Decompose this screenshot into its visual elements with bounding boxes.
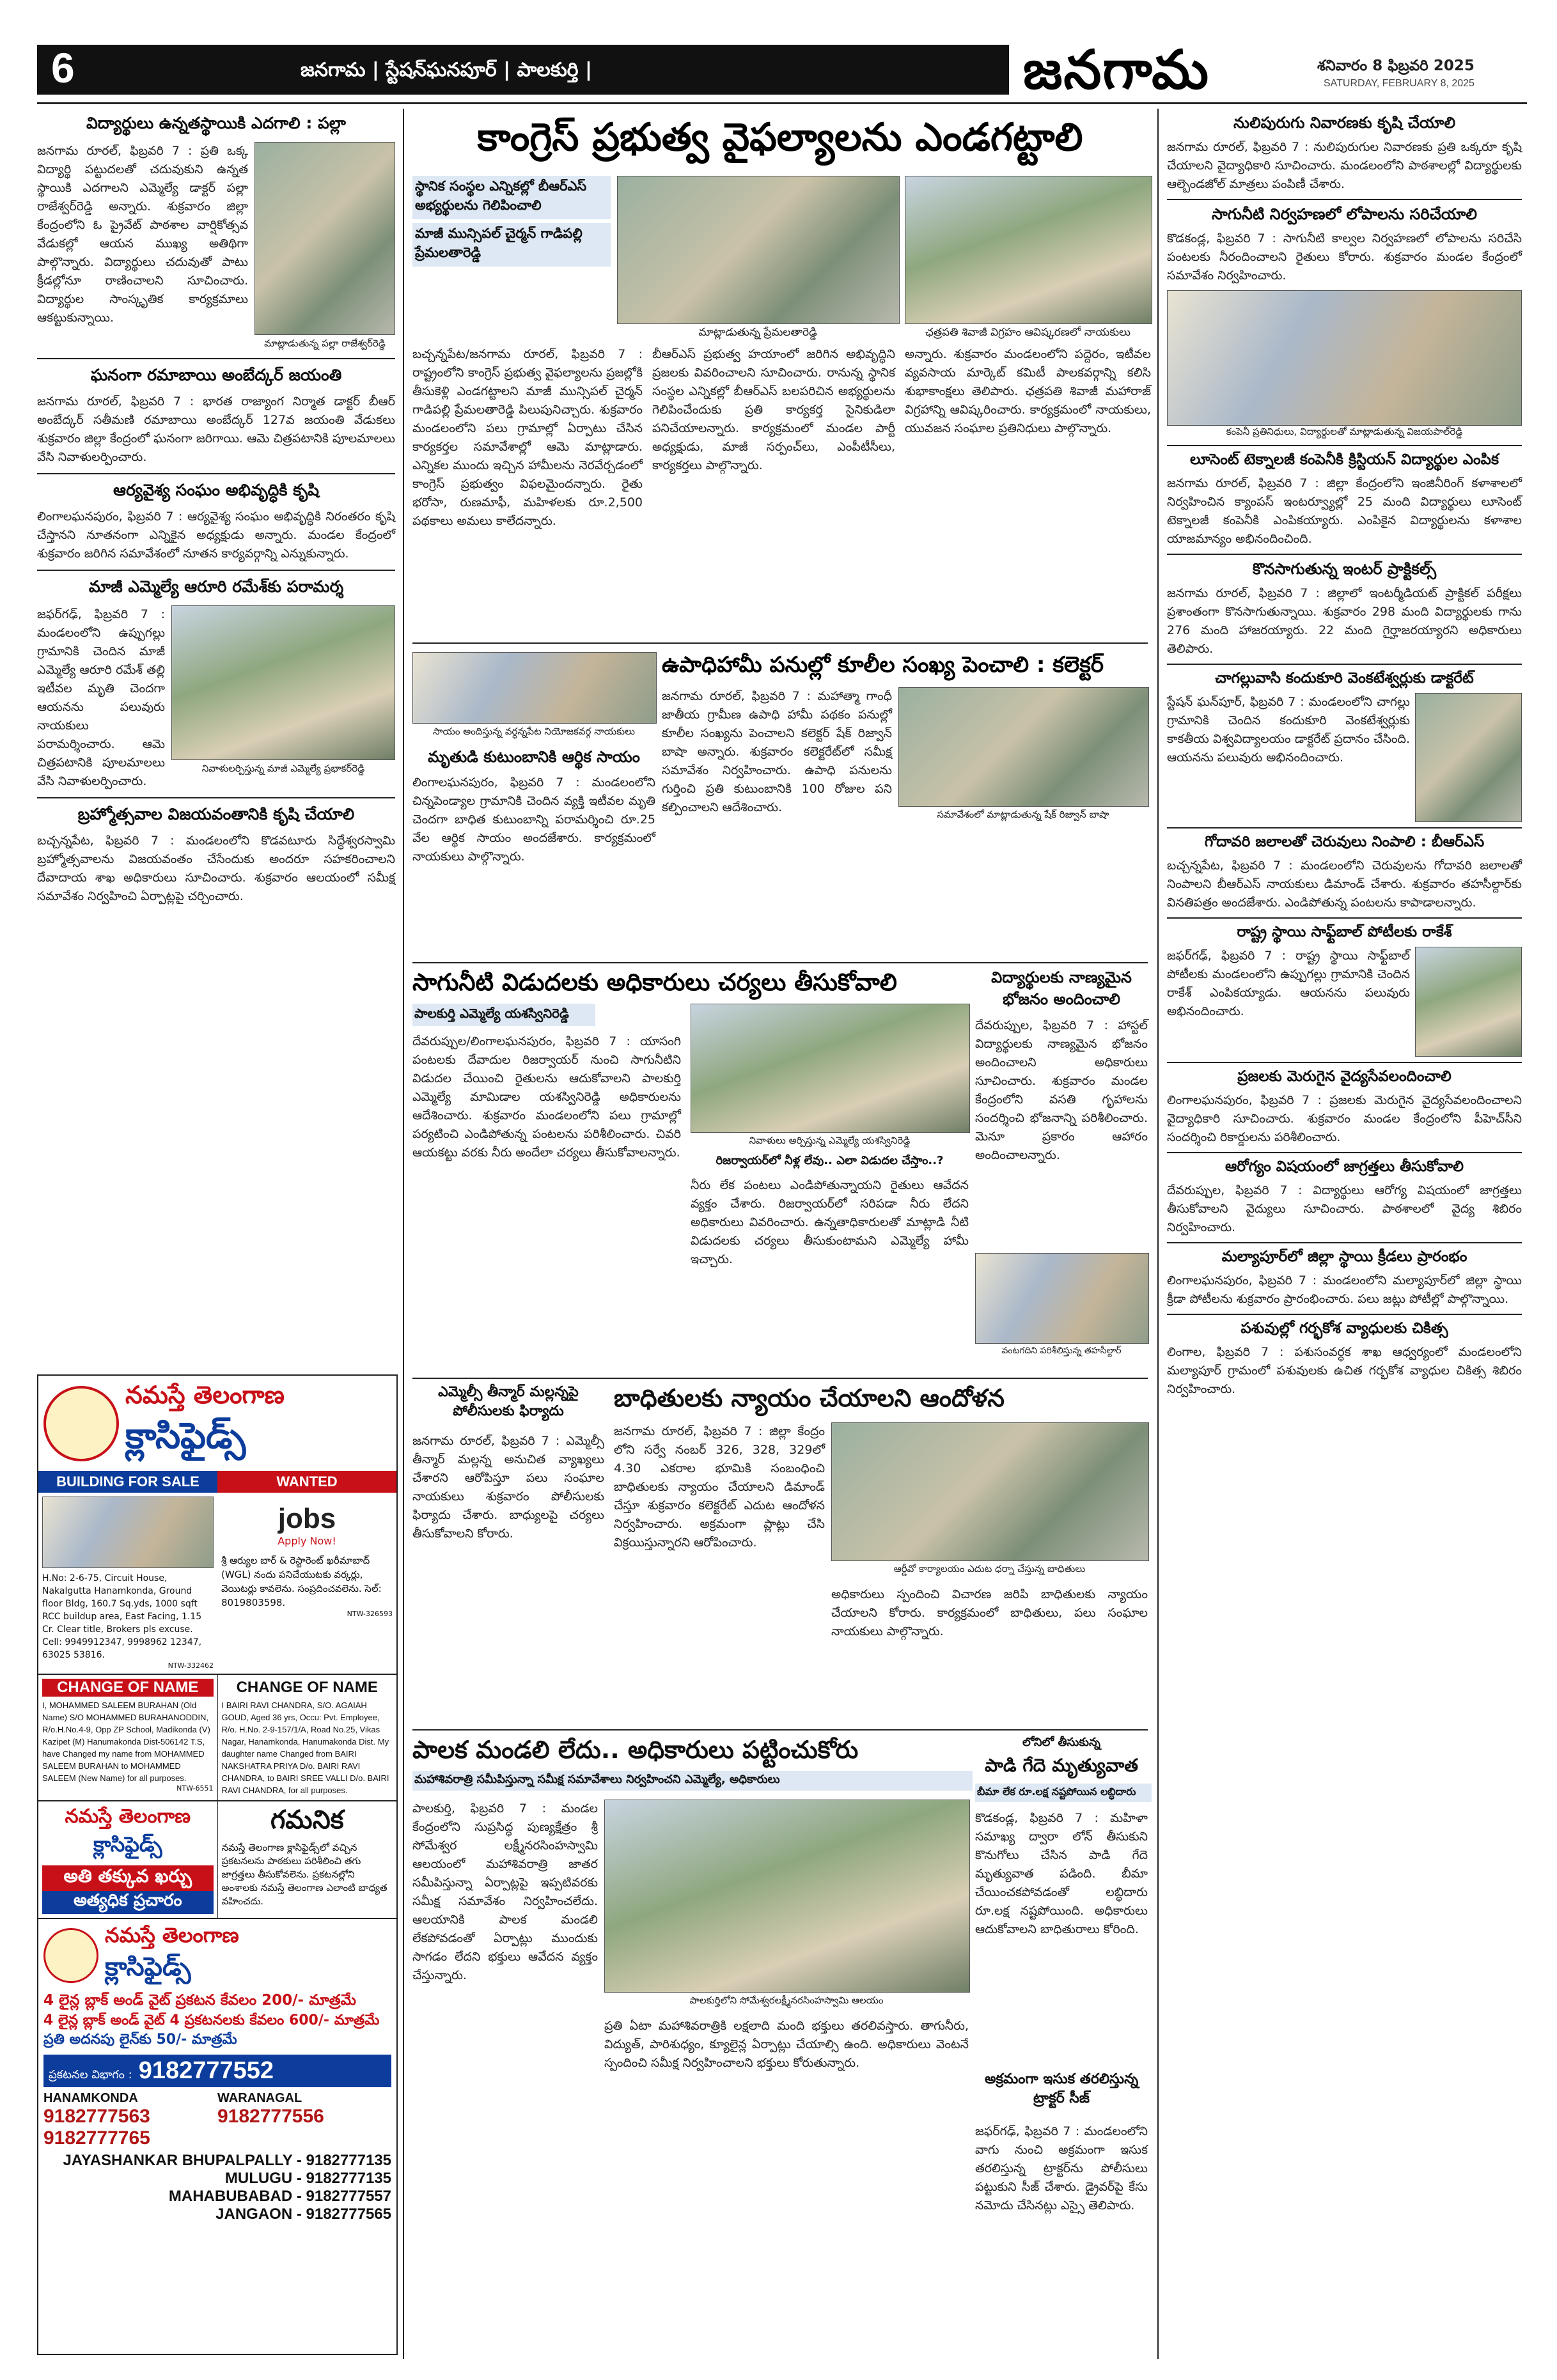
tag-label: లోనిలో తీసుకున్న bbox=[1022, 1736, 1101, 1749]
ad-code: NTW-326593 bbox=[347, 1610, 393, 1618]
article-body: దేవరుప్పుల/లింగాలఘనపురం, ఫిబ్రవరి 7 : యాసంగి పంటలకు దేవాదుల రిజర్వాయర్ నుంచి సాగునీటిని విడుదల చేయించి రైతులను ఆదుకోవాలని పాలకుర్తి ఎమ్మెల్యే మామిడాల యశస్వినిరెడ్డి అధికారులను ఆదేశించారు. శుక్రవారం మండలంలోని పలు గ్రామాల్లో పర్యటించి ఎండిపోతున్న పంటలను పరిశీలించారు. చివరి ఆయకట్టు వరకు నీరు అందేలా చర్యలు తీసుకోవాలన్నారు. bbox=[412, 1034, 681, 1160]
headline: ఉపాధిహామీ పనుల్లో కూలీల సంఖ్య పెంచాలి : కలెక్టర్ bbox=[662, 652, 1104, 678]
classifieds-title: క్లాసిఫైడ్స్ bbox=[125, 1415, 246, 1457]
date-telugu: శనివారం 8 ఫిబ్రవరి 2025 bbox=[1317, 58, 1475, 74]
article-body: జనగామ రూరల్, ఫిబ్రవరి 7 : మహాత్మా గాంధీ జాతీయ గ్రామీణ ఉపాధి హామీ పథకం పనుల్లో కూలీల సంఖ్యను పెంచాలని కలెక్టర్ షేక్ రిజ్వాన్ బాషా అన్నారు. శుక్రవారం కలెక్టరేట్‌లో సమీక్ష సమావేశం నిర్వహించారు. ఉపాధి పనులను గుర్తించి ప్రతి కుటుంబానికి 100 రోజుల పని కల్పించాలని ఆదేశించారు. bbox=[662, 689, 892, 814]
ad-code: NTW-332462 bbox=[168, 1661, 214, 1670]
headline: ఆరోగ్యం విషయంలో జాగ్రత్తలు తీసుకోవాలి bbox=[1224, 1158, 1464, 1175]
article-body: లింగాలఘనపురం, ఫిబ్రవరి 7 : మండలంలోని మల్యాపూర్‌లో జిల్లా స్థాయి క్రీడా పోటీలను శుక్రవారం ప్రారంభించారు. పలు జట్లు పోటీల్లో పాల్గొన్నాయి. bbox=[1167, 1273, 1522, 1306]
headline: ఎమ్మెల్సీ తీన్మార్ మల్లన్నపై పోలీసులకు ఫిర్యాదు bbox=[438, 1384, 579, 1419]
article-body: జనగామ రూరల్, ఫిబ్రవరి 7 : ఎమ్మెల్సీ తీన్మార్ మల్లన్న అనుచిత వ్యాఖ్యలు చేశారని ఆరోపిస్తూ పలు సంఘాల నాయకులు శుక్రవారం పోలీసులకు ఫిర్యాదు చేశారు. బాధ్యులపై చర్యలు తీసుకోవాలని కోరారు. bbox=[412, 1434, 604, 1541]
article-body: జనగామ రూరల్, ఫిబ్రవరి 7 : ప్రతి ఒక్క విద్యార్థి పట్టుదలతో చదువుకుని ఉన్నత స్థాయికి ఎదగాలని ఎమ్మెల్యే డాక్టర్ పల్లా రాజేశ్వర్‌రెడ్డి అన్నారు. శుక్రవారం జిల్లా కేంద్రంలోని ఓ ప్రైవేట్ పాఠశాల వార్షికోత్సవ వేడుకల్లో ఆయన ముఖ్య అతిథిగా పాల్గొన్నారు. విద్యార్థులు చదువుతో పాటు క్రీడల్లోనూ రాణించాలని సూచించారు. విద్యార్థుల సాంస్కృతిక కార్యక్రమాలు ఆకట్టుకున్నాయి. bbox=[37, 144, 248, 325]
section-rule bbox=[412, 962, 1148, 963]
news-photo bbox=[412, 652, 657, 724]
headline: మృతుడి కుటుంబానికి ఆర్థిక సాయం bbox=[428, 748, 640, 766]
headline: బాధితులకు న్యాయం చేయాలని ఆందోళన bbox=[614, 1384, 1005, 1412]
change-of-name-title: CHANGE OF NAME bbox=[236, 1679, 378, 1696]
article-body: అధికారులు స్పందించి విచారణ జరిపి బాధితులకు న్యాయం చేయాలని కోరారు. కార్యక్రమంలో బాధితులు, పలు సంఘాల నాయకులు పాల్గొన్నారు. bbox=[831, 1587, 1148, 1638]
photo-caption: మాట్లాడుతున్న ప్రేమలతారెడ్డి bbox=[698, 326, 817, 339]
subhead: బీమా లేక రూ.లక్ష నష్టపోయిన లబ్ధిదారు bbox=[975, 1784, 1152, 1802]
rate-line: 4 లైన్ల బ్లాక్ అండ్ వైట్ 4 ప్రకటనలకు కేవలం 600/- మాత్రమే bbox=[43, 2012, 380, 2028]
building-photo bbox=[42, 1497, 214, 1568]
change-of-name-text: I, MOHAMMED SALEEM BURAHAN (Old Name) S/O MOHAMMED BURAHANODDIN, R/o.H.No.4-9, Opp ZP School, Madikonda (V) Kazipet (M) Hanumakonda Dist-506142 T.S, have Changed my name from MOHAMMED SALEEM BURAHAN to MOHAMMED SALEEM (New Name) for all purposes. bbox=[42, 1700, 210, 1783]
headline: మల్యాపూర్‌లో జిల్లా స్థాయి క్రీడలు ప్రారంభం bbox=[1221, 1248, 1467, 1265]
classifieds-block: నమస్తే తెలంగాణ క్లాసిఫైడ్స్ BUILDING FOR SALE WANTED H.No: 2-6-75, Circuit House, Nakalgutta Hanamkonda, Ground floor Bldg, 160.7 Sq.yds, 1000 sqft RCC buildup area, East Facing, 1.15 Cr. Clear title, Brokers pls excuse. Cell: 9949912347, 9998962 12347, 63025 53816. NTW-332462 jobs Apply Now! శ్రీ ఆర్యుల బార్ & రెస్టారెంట్ ఖరీమాబాద్ (WGL) నందు పనిచేయుటకు వర్కర్లు, వెయిటర్లు కావలెను. సంప్రదించవలెను. సెల్: 8019803598. NTW-326593 CHANGE OF NAME I, MOHAMMED SALEEM BURAHAN (Old Name) S/O MOHAMMED BURAHANODDIN, R/o.H.No.4-9, Opp ZP School, Madikonda (V) Kazipet (M) Hanumakonda Dist-506142 T.S, have Changed my name from MOHAMMED SALEEM BURAHAN to MOHAMMED SALEEM (New Name) for all purposes. NTW-6551 CHANGE OF NAME I BAIRI RAVI CHANDRA, S/O. AGAIAH GOUD, Aged 36 yrs, Occu: Pvt. Employee, R/o. H.No. 2-9-157/1/A, Road No.25, Vikas Nagar, Hanamkonda, Hanumakonda Dist. My daughter name Changed from BAIRI NAKSHATRA PRIYA D/o. BAIRI RAVI CHANDRA, to BAIRI SREE VALLI D/o. BAIRI RAVI CHANDRA, for all purposes. నమస్తే తెలంగాణ క్లాసిఫైడ్స్ అతి తక్కువ ఖర్చు అత్యధిక ప్రచారం గమనిక నమస్తే తెలంగాణ క్లాసిఫైడ్స్‌లో వచ్చిన ప్రకటనలను పాఠకులు పరిశీలించి తగు జాగ్రత్తలు తీసుకోవలెను. ప్రకటనల్లోని అంశాలకు నమస్తే తెలంగాణ ఎలాంటి బాధ్యత వహించదు. నమస్తే తెలంగాణ క్లాసిఫైడ్స్ 4 లైన్ల బ్లాక్ అండ్ వైట్ ప్రకటన కేవలం 200/- మాత్రమే 4 లైన్ల బ్లాక్ అండ్ వైట్ 4 ప్రకటనలకు కేవలం 600/- మాత్రమే ప్రతి అదనపు లైన్‌కు 50/- మాత్రమే ప్రకటనల విభాగం : 9182777552 HANAMKONDA 9182777563 9182777765 WARANAGAL 9182777556 JAYASHANKAR BHUPALPALLY - 9182777135 MULUGU - 9182777135 MAHABUBABAD - 9182777557 JANGAON - 9182777565 bbox=[37, 1374, 398, 2355]
classifieds-logo bbox=[43, 1928, 98, 1983]
article-body: బచ్చన్నపేట, ఫిబ్రవరి 7 : మండలంలోని కొడవటూరు సిద్ధేశ్వరస్వామి బ్రహ్మోత్సవాలను విజయవంతం చేసేందుకు అందరూ సహకరించాలని దేవాదాయ శాఖ అధికారులు సూచించారు. శుక్రవారం ఆలయంలో సమీక్ష సమావేశం నిర్వహించి ఏర్పాట్లపై చర్చించారు. bbox=[37, 834, 395, 903]
news-photo bbox=[1167, 290, 1522, 426]
masthead-rule bbox=[37, 102, 1527, 104]
lead-headline: కాంగ్రెస్ ప్రభుత్వ వైఫల్యాలను ఎండగట్టాలి bbox=[477, 115, 1083, 160]
photo-caption: సాయం అందిస్తున్న వర్ధన్నపేట నియోజకవర్గ నాయకులు bbox=[433, 726, 635, 737]
lead-bullets bbox=[412, 176, 611, 267]
bullet: మాజీ మున్సిపల్ చైర్మన్ గాడిపల్లి ప్రేమలతారెడ్డి bbox=[412, 223, 611, 267]
article-body: పాలకుర్తి, ఫిబ్రవరి 7 : మండల కేంద్రంలోని సుప్రసిద్ధ పుణ్యక్షేత్రం శ్రీ సోమేశ్వర లక్ష్మీనరసింహస్వామి ఆలయంలో మహాశివరాత్రి జాతర సమీపిస్తున్నా ఏర్పాట్లపై ఇప్పటివరకు సమీక్ష సమావేశం నిర్వహించలేదు. ఆలయానికి పాలక మండలి లేకపోవడంతో ఏర్పాట్లు ముందుకు సాగడం లేదని భక్తులు ఆవేదన వ్యక్తం చేస్తున్నారు. bbox=[412, 1801, 598, 1982]
article-body: లింగాలఘనపురం, ఫిబ్రవరి 7 : ప్రజలకు మెరుగైన వైద్యసేవలందించాలని వైద్యాధికారి సూచించారు. శుక్రవారం మండల కేంద్రంలోని పీహెచ్‌సీని సందర్శించి రికార్డులను పరిశీలించారు. bbox=[1167, 1093, 1522, 1144]
news-photo bbox=[171, 605, 395, 760]
article-body: జనగామ రూరల్, ఫిబ్రవరి 7 : జిల్లా కేంద్రం లోని సర్వే నంబర్ 326, 328, 329లో 4.30 ఎకరాల భూమికి సంబంధించి బాధితులకు న్యాయం చేయాలని డిమాండ్ చేస్తూ శుక్రవారం కలెక్టరేట్ ఎదుట ఆందోళన నిర్వహించారు. అక్రమంగా ప్లాట్లు చేసి విక్రయిస్తున్నారని ఆరోపించారు. bbox=[614, 1424, 825, 1550]
article-body: లింగాలఘనపురం, ఫిబ్రవరి 7 : మండలంలోని చిన్నపెండ్యాల గ్రామానికి చెందిన వ్యక్తి ఇటీవల మృతి చెందగా బాధిత కుటుంబాన్ని పరామర్శించి రూ.25 వేల ఆర్థిక సాయం అందజేశారు. కార్యక్రమంలో నాయకులు పాల్గొన్నారు. bbox=[412, 775, 655, 864]
section-rule bbox=[412, 1378, 1148, 1379]
col-divider bbox=[403, 109, 404, 2359]
change-of-name-title: CHANGE OF NAME bbox=[42, 1679, 214, 1697]
article-body: జఫర్‌గఢ్, ఫిబ్రవరి 7 : మండలంలోని ఉప్పుగల్లు గ్రామానికి చెందిన మాజీ ఎమ్మెల్యే ఆరూరి రమేశ్ తల్లి ఇటీవల మృతి చెందగా ఆయనను పలువురు నాయకులు పరామర్శించారు. ఆమె చిత్రపటానికి పూలమాలలు వేసి నివాళులర్పించారు. bbox=[37, 607, 165, 788]
photo-caption: సమావేశంలో మాట్లాడుతున్న షేక్ రిజ్వాన్ బాషా bbox=[937, 809, 1109, 820]
contact-phone: 9182777552 bbox=[138, 2057, 274, 2084]
change-of-name-text: I BAIRI RAVI CHANDRA, S/O. AGAIAH GOUD, Aged 36 yrs, Occu: Pvt. Employee, R/o. H.No. 2-9-157/1/A, Road No.25, Vikas Nagar, Hanamkonda, Hanumakonda Dist. My daughter name Changed from BAIRI NAKSHATRA PRIYA D/o. BAIRI RAVI CHANDRA, to BAIRI SREE VALLI D/o. BAIRI RAVI CHANDRA, for all purposes. bbox=[221, 1700, 389, 1795]
article-body: జఫర్‌గఢ్, ఫిబ్రవరి 7 : రాష్ట్ర స్థాయి సాఫ్ట్‌బాల్ పోటీలకు మండలంలోని ఉప్పుగల్లు గ్రామానికి చెందిన రాకేశ్ ఎంపికయ్యాడు. ఆయనను పలువురు అభినందించారు. bbox=[1167, 949, 1410, 1018]
col-divider bbox=[1157, 109, 1159, 2359]
tag-label: పాలకుర్తి ఎమ్మెల్యే యశస్వినిరెడ్డి bbox=[412, 1004, 595, 1026]
article-body: జనగామ రూరల్, ఫిబ్రవరి 7 : నులిపురుగుల నివారణకు ప్రతి ఒక్కరూ కృషి చేయాలని వైద్యాధికారి సూచించారు. మండలంలోని పాఠశాలల్లో విద్యార్థులకు ఆల్బెండజోల్ మాత్రలు పంపిణీ చేశారు. bbox=[1167, 140, 1522, 191]
news-photo bbox=[617, 176, 900, 324]
sale-text: H.No: 2-6-75, Circuit House, Nakalgutta Hanamkonda, Ground floor Bldg, 160.7 Sq.yds, 1000 sqft RCC buildup area, East Facing, 1.15 Cr. Clear title, Brokers pls excuse. Cell: 9949912347, 9998962 12347, 63025 53816. bbox=[42, 1573, 202, 1660]
tag-label: మహాశివరాత్రి సమీపిస్తున్నా సమీక్ష సమావేశాలు నిర్వహించని ఎమ్మెల్యే, అధికారులు bbox=[412, 1771, 973, 1791]
section-rule bbox=[412, 1729, 1148, 1731]
headline: మాజీ ఎమ్మెల్యే ఆరూరి రమేశ్‌కు పరామర్శ bbox=[88, 577, 344, 596]
photo-caption: పాలకుర్తిలోని సోమేశ్వరలక్ష్మీనరసింహస్వామి ఆలయం bbox=[689, 1995, 884, 2006]
date-english: SATURDAY, FEBRUARY 8, 2025 bbox=[1324, 78, 1475, 89]
article-body: కొడకండ్ల, ఫిబ్రవరి 7 : మహిళా సమాఖ్య ద్వారా లోన్ తీసుకుని కొనుగోలు చేసిన పాడి గేదె మృత్యువాత పడింది. బీమా చేయించకపోవడంతో లబ్ధిదారు రూ.లక్ష నష్టపోయింది. అధికారులు ఆదుకోవాలని బాధితురాలు కోరింది. bbox=[975, 1811, 1148, 1936]
headline: రాష్ట్ర స్థాయి సాఫ్ట్‌బాల్ పోటీలకు రాకేశ్ bbox=[1237, 924, 1452, 940]
portrait-photo bbox=[1415, 693, 1522, 822]
headline: సాగునీటి నిర్వహణలో లోపాలను సరిచేయాలి bbox=[1211, 205, 1478, 223]
photo-caption: కంపెనీ ప్రతినిధులు, విద్యార్థులతో మాట్లాడుతున్న విజయపాల్‌రెడ్డి bbox=[1226, 426, 1463, 437]
article-body: బచ్చన్నపేట/జనగామ రూరల్, ఫిబ్రవరి 7 : రాష్ట్రంలోని కాంగ్రెస్ ప్రభుత్వ వైఫల్యాలను ప్రజల్లోకి తీసుకెళ్లి ఎండగట్టాలని మాజీ మున్సిపల్ చైర్మన్ గాడిపల్లి ప్రేమలతారెడ్డి పిలుపునిచ్చారు. శుక్రవారం మండలంలోని పలు గ్రామాల్లో ఏర్పాటు చేసిన కార్యకర్తల సమావేశాల్లో ఆమె మాట్లాడారు. ఎన్నికల ముందు ఇచ్చిన హామీలను నెరవేర్చడంలో కాంగ్రెస్ ప్రభుత్వం విఫలమైందన్నారు. రైతు భరోసా, రుణమాఫీ, మహిళలకు రూ.2,500 పథకాలు అమలు కాలేదన్నారు. bbox=[412, 347, 643, 528]
wanted-label: WANTED bbox=[217, 1471, 396, 1493]
bullet: స్థానిక సంస్థల ఎన్నికల్లో బీఆర్‌ఎస్ అభ్యర్థులను గెలిపించాలి bbox=[412, 176, 611, 219]
headline: పశువుల్లో గర్భకోశ వ్యాధులకు చికిత్స bbox=[1240, 1320, 1448, 1337]
headline: కొనసాగుతున్న ఇంటర్ ప్రాక్టికల్స్ bbox=[1252, 560, 1437, 578]
article-body: అన్నారు. శుక్రవారం మండలంలోని పద్దెరం, ఇటీవల వ్యవసాయ మార్కెట్ కమిటీ పాలకవర్గాన్ని కలిసి శుభాకాంక్షలు తెలిపారు. ఛత్రపతి శివాజీ మహారాజ్ విగ్రహాన్ని ఆవిష్కరించారు. కార్యక్రమంలో నాయకులు, యువజన సంఘాల ప్రతినిధులు పాల్గొన్నారు. bbox=[905, 347, 1151, 435]
sale-label: BUILDING FOR SALE bbox=[38, 1471, 217, 1493]
wanted-text: శ్రీ ఆర్యుల బార్ & రెస్టారెంట్ ఖరీమాబాద్ (WGL) నందు పనిచేయుటకు వర్కర్లు, వెయిటర్లు కావలెను. సంప్రదించవలెను. సెల్: 8019803598. bbox=[221, 1555, 382, 1608]
news-photo bbox=[831, 1422, 1149, 1561]
masthead-title: జనగామ bbox=[1023, 38, 1210, 101]
section-rule bbox=[412, 642, 1148, 644]
column-right bbox=[1167, 114, 1522, 1399]
headline: విద్యార్థులకు నాణ్యమైన భోజనం అందించాలి bbox=[991, 968, 1132, 1008]
rate-line: 4 లైన్ల బ్లాక్ అండ్ వైట్ ప్రకటన కేవలం 200/- మాత్రమే bbox=[43, 1992, 357, 2009]
article-body: ప్రతి ఏటా మహాశివరాత్రికి లక్షలాది మంది భక్తులు తరలివస్తారు. తాగునీరు, విద్యుత్, పారిశుధ్యం, క్యూలైన్ల ఏర్పాట్లు చేయాల్సి ఉంది. అధికారులు వెంటనే స్పందించి సమీక్ష నిర్వహించాలని భక్తులు కోరుతున్నారు. bbox=[604, 2019, 969, 2070]
photo-caption: ఛత్రపతి శివాజీ విగ్రహం ఆవిష్కరణలో నాయకులు bbox=[925, 326, 1131, 339]
page-number: 6 bbox=[51, 44, 75, 91]
classifieds-brand: నమస్తే తెలంగాణ bbox=[125, 1381, 285, 1409]
article-body: లింగాల, ఫిబ్రవరి 7 : పశుసంవర్ధక శాఖ ఆధ్వర్యంలో మండలంలోని మల్యాపూర్ గ్రామంలో పశువులకు ఉచిత గర్భకోశ వ్యాధుల చికిత్స శిబిరం నిర్వహించారు. bbox=[1167, 1345, 1522, 1396]
notice-title: గమనిక bbox=[270, 1805, 344, 1835]
column-left bbox=[37, 114, 395, 906]
photo-caption: నివాళులు అర్పిస్తున్న ఎమ్మెల్యే యశస్వినిరెడ్డి bbox=[749, 1135, 911, 1146]
classifieds-logo bbox=[43, 1386, 119, 1461]
headline: పాలక మండలి లేదు.. అధికారులు పట్టించుకోరు bbox=[412, 1736, 859, 1764]
headline: బ్రహ్మోత్సవాల విజయవంతానికి కృషి చేయాలి bbox=[77, 805, 355, 823]
headline: ఘనంగా రమాబాయి అంబేద్కర్ జయంతి bbox=[90, 366, 342, 384]
article-body: కొడకండ్ల, ఫిబ్రవరి 7 : సాగునీటి కాల్వల నిర్వహణలో లోపాలను సరిచేసి పంటలకు నీరందించాలని రైతులు కోరారు. శుక్రవారం మండల కేంద్రంలో సమావేశం నిర్వహించారు. bbox=[1167, 231, 1522, 283]
news-photo bbox=[975, 1253, 1149, 1344]
jobs-graphic: jobs Apply Now! bbox=[278, 1503, 336, 1547]
headline: గోదావరి జలాలతో చెరువులు నింపాలి : బీఆర్‌ఎస్ bbox=[1204, 834, 1485, 850]
headline: పాడి గేదె మృత్యువాత bbox=[984, 1755, 1139, 1776]
headline: చాగల్లువాసి కందుకూరి వెంకటేశ్వర్లుకు డాక్టరేట్ bbox=[1215, 670, 1474, 687]
portrait-photo bbox=[1415, 947, 1522, 1057]
headline: నులిపురుగు నివారణకు కృషి చేయాలి bbox=[1233, 114, 1456, 132]
article-body: దేవరుప్పుల, ఫిబ్రవరి 7 : హాస్టల్ విద్యార్థులకు నాణ్యమైన భోజనం అందించాలని అధికారులు సూచించారు. శుక్రవారం మండల కేంద్రంలోని వసతి గృహాలను సందర్శించి భోజనాన్ని పరిశీలించారు. మెనూ ప్రకారం ఆహారం అందించాలన్నారు. bbox=[975, 1018, 1148, 1162]
article-body: స్టేషన్ ఘన్‌పూర్, ఫిబ్రవరి 7 : మండలంలోని చాగల్లు గ్రామానికి చెందిన కందుకూరి వెంకటేశ్వర్లుకు కాకతీయ విశ్వవిద్యాలయం డాక్టరేట్ ప్రదానం చేసింది. ఆయనను పలువురు అభినందించారు. bbox=[1167, 695, 1410, 765]
news-photo bbox=[254, 142, 395, 335]
photo-caption: నివాళులర్పిస్తున్న మాజీ ఎమ్మెల్యే ప్రభాకర్‌రెడ్డి bbox=[201, 763, 365, 774]
rate-line: ప్రతి అదనపు లైన్‌కు 50/- మాత్రమే bbox=[43, 2032, 237, 2048]
photo-caption: మాట్లాడుతున్న పల్లా రాజేశ్వర్‌రెడ్డి bbox=[264, 338, 386, 349]
photo-caption: ఆర్డీవో కార్యాలయం ఎదుట ధర్నా చేస్తున్న బాధితులు bbox=[893, 1563, 1086, 1575]
headline: లూసెంట్ టెక్నాలజీ కంపెనీకి క్రిస్టియన్ విద్యార్థుల ఎంపిక bbox=[1189, 451, 1499, 468]
article-body: బీఆర్‌ఎస్ ప్రభుత్వ హయాంలో జరిగిన అభివృద్ధిని ప్రజలకు వివరించాలని సూచించారు. రానున్న స్థానిక సంస్థల ఎన్నికల్లో బీఆర్‌ఎస్ బలపరిచిన అభ్యర్థులను గెలిపించేందుకు ప్రతి కార్యకర్త సైనికుడిలా పనిచేయాలన్నారు. కార్యక్రమంలో మండల పార్టీ అధ్యక్షుడు, మాజీ సర్పంచ్‌లు, ఎంపీటీసీలు, కార్యకర్తలు పాల్గొన్నారు. bbox=[652, 347, 895, 472]
headline: అక్రమంగా ఇసుక తరలిస్తున్న ట్రాక్టర్ సీజ్ bbox=[984, 2071, 1139, 2106]
news-photo bbox=[691, 1004, 970, 1133]
headline: ఆర్యవైశ్య సంఘం అభివృద్ధికి కృషి bbox=[113, 481, 319, 499]
headline: విద్యార్థులు ఉన్నతస్థాయికి ఎదగాలి : పల్లా bbox=[86, 114, 346, 132]
article-body: జనగామ రూరల్, ఫిబ్రవరి 7 : జిల్లా కేంద్రంలోని ఇంజినీరింగ్ కళాశాలలో నిర్వహించిన క్యాంపస్ ఇంటర్వ్యూల్లో 25 మంది విద్యార్థులు లూసెంట్ టెక్నాలజీ కంపెనీకి ఎంపికయ్యారు. ఎంపికైన విద్యార్థులను కళాశాల యాజమాన్యం అభినందించింది. bbox=[1167, 476, 1522, 546]
article-body: దేవరుప్పుల, ఫిబ్రవరి 7 : విద్యార్థులు ఆరోగ్య విషయంలో జాగ్రత్తలు తీసుకోవాలని వైద్యులు సూచించారు. పాఠశాలలో వైద్య శిబిరం నిర్వహించారు. bbox=[1167, 1183, 1522, 1234]
section-label: జనగామ | స్టేషన్‌ఘనపూర్ | పాలకుర్తి | bbox=[301, 59, 592, 81]
photo-caption: వంటగదిని పరిశీలిస్తున్న తహసీల్దార్ bbox=[1001, 1346, 1122, 1356]
article-body: బచ్చన్నపేట, ఫిబ్రవరి 7 : మండలంలోని చెరువులను గోదావరి జలాలతో నింపాలని బీఆర్‌ఎస్ నాయకులు డిమాండ్ చేశారు. శుక్రవారం తహసీల్దార్‌కు వినతిపత్రం అందజేశారు. ఎండిపోతున్న పంటలను కాపాడాలన్నారు. bbox=[1167, 859, 1522, 910]
article-body: జనగామ రూరల్, ఫిబ్రవరి 7 : భారత రాజ్యాంగ నిర్మాత డాక్టర్ బీఆర్ అంబేద్కర్ సతీమణి రమాబాయి అంబేద్కర్ 127వ జయంతి వేడుకలు శుక్రవారం జిల్లా కేంద్రంలో ఘనంగా జరిగాయి. ఆమె చిత్రపటానికి పూలమాలలు వేసి నివాళులర్పించారు. bbox=[37, 394, 395, 464]
news-photo bbox=[905, 176, 1152, 324]
news-photo bbox=[604, 1800, 970, 1993]
headline: ప్రజలకు మెరుగైన వైద్యసేవలందించాలి bbox=[1237, 1068, 1451, 1085]
article-body: జఫర్‌గఢ్, ఫిబ్రవరి 7 : మండలంలోని వాగు నుంచి అక్రమంగా ఇసుక తరలిస్తున్న ట్రాక్టర్‌ను పోలీసులు పట్టుకుని సీజ్ చేశారు. డ్రైవర్‌పై కేసు నమోదు చేసినట్లు ఎస్సై తెలిపారు. bbox=[975, 2124, 1148, 2213]
notice-text: నమస్తే తెలంగాణ క్లాసిఫైడ్స్‌లో వచ్చిన ప్రకటనలను పాఠకులు పరిశీలించి తగు జాగ్రత్తలు తీసుకోవలెను. ప్రకటనల్లోని అంశాలకు నమస్తే తెలంగాణ ఎలాంటి బాధ్యత వహించదు. bbox=[221, 1842, 387, 1907]
article-body: లింగాలఘనపురం, ఫిబ్రవరి 7 : ఆర్యవైశ్య సంఘం అభివృద్ధికి నిరంతరం కృషి చేస్తానని నూతనంగా ఎన్నికైన అధ్యక్షుడు అన్నారు. మండల కేంద్రంలో శుక్రవారం జరిగిన సమావేశంలో నూతన కార్యవర్గాన్ని ఎన్నుకున్నారు. bbox=[37, 509, 395, 561]
news-photo bbox=[898, 687, 1149, 807]
subhead: రిజర్వాయర్‌లో నీళ్ల లేవు.. ఎలా విడుదల చేస్తాం..? bbox=[716, 1154, 944, 1167]
article-body: జనగామ రూరల్, ఫిబ్రవరి 7 : జిల్లాలో ఇంటర్మీడియట్ ప్రాక్టికల్ పరీక్షలు ప్రశాంతంగా కొనసాగుతున్నాయి. శుక్రవారం 298 మంది విద్యార్థులకు గాను 276 మంది హాజరయ్యారు. 22 మంది గైర్హాజరయ్యారని అధికారులు తెలిపారు. bbox=[1167, 586, 1522, 656]
article-body: నీరు లేక పంటలు ఎండిపోతున్నాయని రైతులు ఆవేదన వ్యక్తం చేశారు. రిజర్వాయర్‌లో సరిపడా నీరు లేదని అధికారులు వివరించారు. ఉన్నతాధికారులతో మాట్లాడి నీటి విడుదలకు చర్యలు తీసుకుంటామని ఎమ్మెల్యే హామీ ఇచ్చారు. bbox=[691, 1178, 969, 1266]
headline: సాగునీటి విడుదలకు అధికారులు చర్యలు తీసుకోవాలి bbox=[412, 968, 897, 996]
